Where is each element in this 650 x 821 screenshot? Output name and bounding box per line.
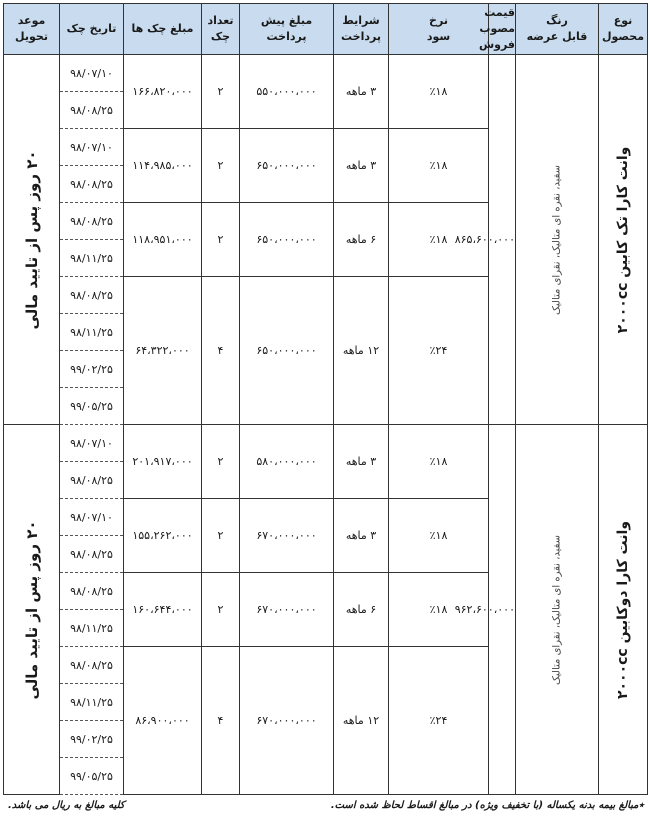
header-check-amount: مبلغ چک ها bbox=[124, 4, 202, 55]
delivery-cell bbox=[4, 425, 60, 795]
product-color: سفید، نقره ای متالیک، نقرای متالیک bbox=[551, 534, 563, 685]
plan-terms: ۳ ماهه bbox=[334, 425, 389, 499]
plan-terms: ۶ ماهه bbox=[334, 573, 389, 647]
plan-check-count: ۲ bbox=[202, 203, 240, 277]
plan-terms: ۱۲ ماهه bbox=[334, 277, 389, 425]
check-date: ۹۹/۰۵/۲۵ bbox=[60, 758, 124, 795]
check-date: ۹۸/۰۸/۲۵ bbox=[60, 536, 124, 573]
product-model: وانت کارا تک کابین ۲۰۰۰cc bbox=[615, 146, 631, 333]
plan-interest-rate: ٪۱۸ bbox=[389, 203, 489, 277]
plan-prepayment: ۶۵۰،۰۰۰،۰۰۰ bbox=[240, 203, 334, 277]
plan-check-amount: ۸۶،۹۰۰،۰۰۰ bbox=[124, 647, 202, 795]
plan-check-count: ۲ bbox=[202, 573, 240, 647]
delivery-time: ۲۰ روز پس از تایید مالی bbox=[22, 519, 41, 700]
check-date: ۹۹/۰۲/۲۵ bbox=[60, 351, 124, 388]
plan-terms: ۱۲ ماهه bbox=[334, 647, 389, 795]
plan-check-amount: ۶۴،۳۲۲،۰۰۰ bbox=[124, 277, 202, 425]
check-date: ۹۸/۰۸/۲۵ bbox=[60, 166, 124, 203]
header-price: قیمت مصوب فروش bbox=[489, 4, 516, 55]
plan-terms: ۶ ماهه bbox=[334, 203, 389, 277]
check-date: ۹۸/۰۸/۲۵ bbox=[60, 573, 124, 610]
check-date: ۹۸/۱۱/۲۵ bbox=[60, 240, 124, 277]
plan-prepayment: ۵۸۰،۰۰۰،۰۰۰ bbox=[240, 425, 334, 499]
plan-interest-rate: ٪۲۴ bbox=[389, 277, 489, 425]
plan-check-count: ۴ bbox=[202, 647, 240, 795]
plan-check-amount: ۱۶۰،۶۴۴،۰۰۰ bbox=[124, 573, 202, 647]
delivery-cell bbox=[4, 55, 60, 425]
check-date: ۹۸/۱۱/۲۵ bbox=[60, 610, 124, 647]
plan-prepayment: ۶۷۰،۰۰۰،۰۰۰ bbox=[240, 647, 334, 795]
plan-prepayment: ۶۷۰،۰۰۰،۰۰۰ bbox=[240, 499, 334, 573]
check-date: ۹۸/۰۸/۲۵ bbox=[60, 203, 124, 240]
check-date: ۹۸/۰۸/۲۵ bbox=[60, 277, 124, 314]
product-color-cell bbox=[516, 425, 599, 795]
plan-interest-rate: ٪۱۸ bbox=[389, 425, 489, 499]
plan-check-count: ۲ bbox=[202, 55, 240, 129]
product-model-cell bbox=[599, 425, 648, 795]
product-model: وانت کارا دوکابین ۲۰۰۰cc bbox=[615, 520, 631, 699]
product-color: سفید، نقره ای متالیک، نقرای متالیک bbox=[551, 164, 563, 315]
header-prepay: مبلغ پیش پرداخت bbox=[240, 4, 334, 55]
plan-check-count: ۲ bbox=[202, 499, 240, 573]
plan-interest-rate: ٪۱۸ bbox=[389, 499, 489, 573]
plan-terms: ۳ ماهه bbox=[334, 129, 389, 203]
product-color-cell bbox=[516, 55, 599, 425]
plan-interest-rate: ٪۱۸ bbox=[389, 129, 489, 203]
table-row bbox=[4, 55, 648, 92]
header-interest: نرخ سود bbox=[389, 4, 489, 55]
check-date: ۹۸/۰۷/۱۰ bbox=[60, 425, 124, 462]
plan-prepayment: ۶۵۰،۰۰۰،۰۰۰ bbox=[240, 277, 334, 425]
product-model-cell bbox=[599, 55, 648, 425]
header-color: رنگ قابل عرضه bbox=[516, 4, 599, 55]
price-list-sheet bbox=[3, 3, 647, 796]
price-table-body bbox=[4, 55, 648, 795]
plan-interest-rate: ٪۱۸ bbox=[389, 573, 489, 647]
check-date: ۹۸/۰۸/۲۵ bbox=[60, 462, 124, 499]
footer-notes bbox=[0, 797, 650, 817]
plan-check-amount: ۱۱۸،۹۵۱،۰۰۰ bbox=[124, 203, 202, 277]
plan-check-count: ۲ bbox=[202, 425, 240, 499]
header-model: نوع محصول bbox=[599, 4, 648, 55]
check-date: ۹۸/۰۷/۱۰ bbox=[60, 129, 124, 166]
plan-interest-rate: ٪۲۴ bbox=[389, 647, 489, 795]
check-date: ۹۸/۰۷/۱۰ bbox=[60, 499, 124, 536]
plan-interest-rate: ٪۱۸ bbox=[389, 55, 489, 129]
plan-prepayment: ۶۵۰،۰۰۰،۰۰۰ bbox=[240, 129, 334, 203]
delivery-time: ۲۰ روز پس از تایید مالی bbox=[22, 149, 41, 330]
header-delivery: موعد تحویل bbox=[4, 4, 60, 55]
header-row bbox=[4, 4, 648, 55]
check-date: ۹۸/۰۷/۱۰ bbox=[60, 55, 124, 92]
plan-check-amount: ۱۶۶،۸۲۰،۰۰۰ bbox=[124, 55, 202, 129]
header-terms: شرایط پرداخت bbox=[334, 4, 389, 55]
plan-terms: ۳ ماهه bbox=[334, 499, 389, 573]
plan-check-count: ۲ bbox=[202, 129, 240, 203]
table-row bbox=[4, 425, 648, 462]
note-currency: کلیه مبالغ به ریال می باشد. bbox=[8, 800, 125, 811]
plan-check-amount: ۱۱۴،۹۸۵،۰۰۰ bbox=[124, 129, 202, 203]
check-date: ۹۸/۱۱/۲۵ bbox=[60, 314, 124, 351]
product-price: ۸۶۵،۶۰۰،۰۰۰ bbox=[489, 55, 516, 425]
plan-check-amount: ۲۰۱،۹۱۷،۰۰۰ bbox=[124, 425, 202, 499]
check-date: ۹۸/۰۸/۲۵ bbox=[60, 647, 124, 684]
header-count: تعداد چک bbox=[202, 4, 240, 55]
plan-check-count: ۴ bbox=[202, 277, 240, 425]
price-table bbox=[3, 3, 648, 795]
check-date: ۹۹/۰۵/۲۵ bbox=[60, 388, 124, 425]
plan-prepayment: ۶۷۰،۰۰۰،۰۰۰ bbox=[240, 573, 334, 647]
plan-check-amount: ۱۵۵،۲۶۲،۰۰۰ bbox=[124, 499, 202, 573]
product-price: ۹۶۲،۶۰۰،۰۰۰ bbox=[489, 425, 516, 795]
check-date: ۹۸/۱۱/۲۵ bbox=[60, 684, 124, 721]
header-check-date: تاریخ چک bbox=[60, 4, 124, 55]
note-insurance: ٭مبالغ بیمه بدنه یکساله (با تخفیف ویژه) در مبالغ اقساط لحاظ شده است. bbox=[330, 800, 644, 811]
check-date: ۹۸/۰۸/۲۵ bbox=[60, 92, 124, 129]
plan-terms: ۳ ماهه bbox=[334, 55, 389, 129]
check-date: ۹۹/۰۲/۲۵ bbox=[60, 721, 124, 758]
plan-prepayment: ۵۵۰،۰۰۰،۰۰۰ bbox=[240, 55, 334, 129]
